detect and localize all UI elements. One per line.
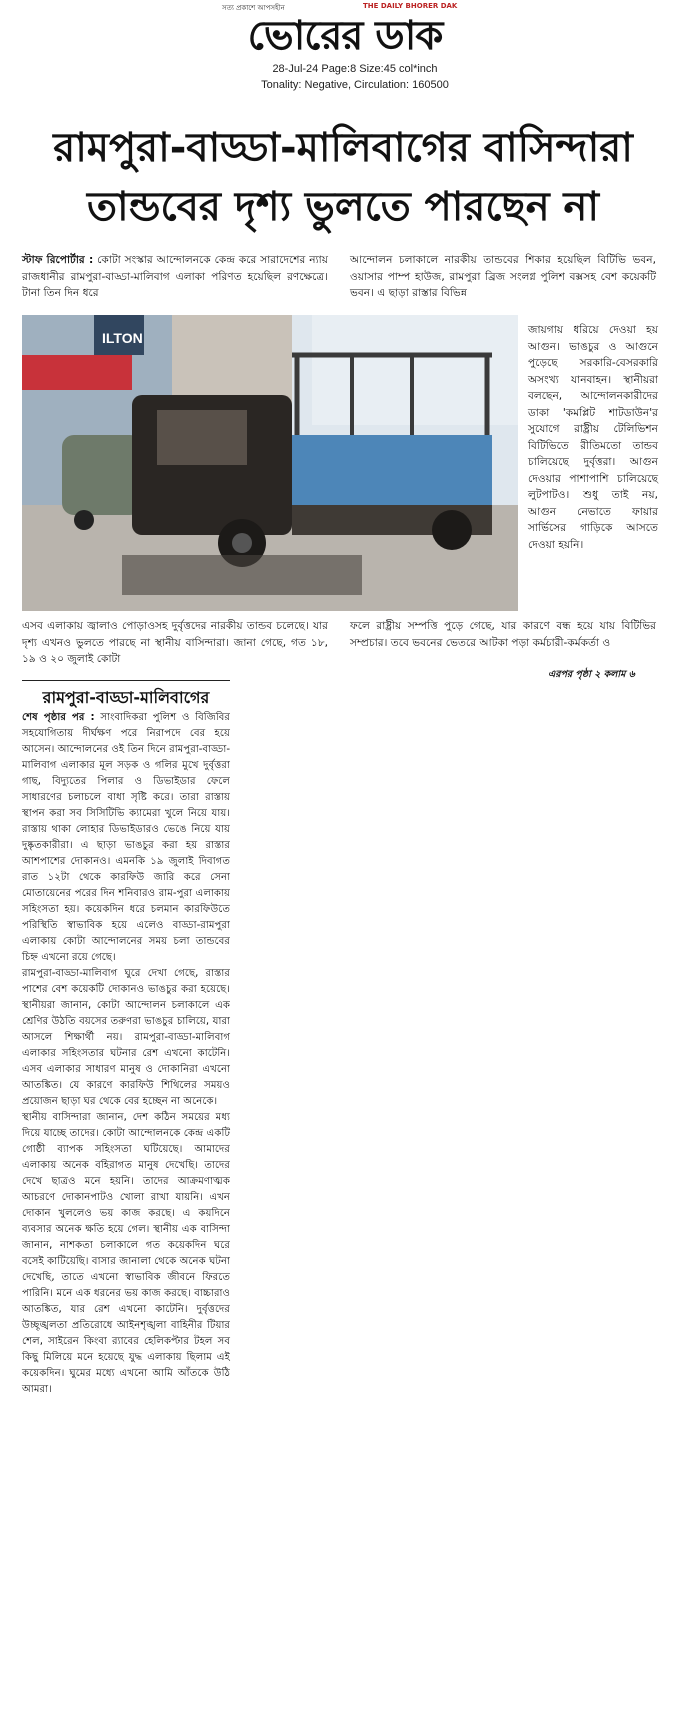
masthead-english-name: THE DAILY BHORER DAK <box>363 2 458 10</box>
continuation-title: রামপুরা-বাড্ডা-মালিবাগের <box>42 688 210 707</box>
divider <box>22 680 230 681</box>
photo-sign-text: ILTON <box>102 330 143 346</box>
continuation-paragraph-3: স্থানীয় বাসিন্দারা জানান, দেশ কঠিন সময়ের মধ্য দিয়ে যাচ্ছে তাদের। কোটা আন্দোলনকে কেন্দ্র একটি গোষ্ঠী ব্যাপক সহিংসতা ঘটিয়েছে। আমাদের এলাকায় অনেক বহিরাগত মানুষ দেখেছি। তাদের দেখে ছাত্রও মনে হয়নি। তাদের আক্রমণাত্মক আচরণে দোকানপাটও খোলা রাখা যায়নি। এখন দোকান খুললেও ভয় কাজ করছে। এ কয়দিনে ব্যবসার অনেক ক্ষতি হয়ে গেল। স্থানীয় এক বাসিন্দা জানান, নাশকতা চলাকালে গত কয়েকদিন ঘরে বসেই কাটিয়েছি। বাসার জানালা থেকে অনেক ঘটনা দেখেছি, তাতে এখনো স্বাভাবিক জীবনে ফিরতে পারিনি। মনে এক ধরনের ভয় কাজ করছে। বাচ্চারাও আতঙ্কিত, যার রেশ এখনো কাটেনি। দুর্বৃত্তদের উচ্ছৃঙ্খলতা প্রতিরোধে আইনশৃঙ্খলা বাহিনীর টিয়ার শেল, সাইরেন কিংবা র‍্যাবের হেলিকপ্টার টহল সব কিছু মিলিয়ে মনে হয়েছে যুদ্ধ এলাকায় ছিলাম এই কয়েকদিন। ঘুমের মধ্যে এখনো আমি আঁতকে উঠি আমরা। <box>22 1112 230 1395</box>
continuation-paragraph-2: রামপুরা-বাড্ডা-মালিবাগ ঘুরে দেখা গেছে, রাস্তার পাশের বেশ কয়েকটি দোকানও ভাঙচুর করা হয়েছে। স্থানীয়রা জানান, কোটা আন্দোলন চলাকালে এক শ্রেণির উঠতি বয়সের তরুণরা ভাঙচুর চালিয়ে, যারা আসলে শিক্ষার্থী নয়। রামপুরা-বাড্ডা-মালিবাগ এলাকার সহিংসতার ঘটনার রেশ এখনো কাটেনি। এসব এলাকার সাধারণ মানুষ ও দোকানিরা এখনো আতঙ্কিত। যে কারণে কারফিউ শিথিলের সময়ও প্রয়োজন ছাড়া ঘর থেকে বের হচ্ছেন না অনেকে। <box>22 968 230 1107</box>
intro-text: কোটা সংস্কার আন্দোলনকে কেন্দ্র করে সারাদেশের ন্যায় রাজধানীর রামপুরা-বাড্ডা-মালিবাগ এলাকা পরিণত হয়েছিল রণক্ষেত্রে। টানা তিন দিন ধরে <box>22 254 328 299</box>
article-bottom-right: ফলে রাষ্ট্রীয় সম্পত্তি পুড়ে গেছে, যার কারণে বন্ধ হয়ে যায় বিটিভির সম্প্রচার। তবে ভবনের ভেতরে আটকা পড়া কর্মচারী-কর্মকর্তা ও <box>350 620 656 649</box>
article-right-side: জায়গায় ধরিয়ে দেওয়া হয় আগুন। ভাঙচুর ও আগুনে পুড়েছে সরকারি-বেসরকারি অসংখ্য যানবাহন। স্থানীয়রা বলছেন, আন্দোলনকারীদের ডাকা 'কমপ্লিট শাটডাউন'র সুযোগে রাষ্ট্রীয় টেলিভিশন বিটিভিতে রীতিমতো তান্ডব চালিয়েছে দুর্বৃত্তরা। আগুন দেওয়ার পাশাপাশি চালিয়েছে লুটপাটও। শুধু তাই নয়, আগুন নেভাতে ফায়ার সার্ভিসের গাড়িকে আসতে দেওয়া হয়নি। <box>528 324 658 551</box>
continued-on: এরপর পৃষ্ঠা ২ কলাম ৬ <box>548 669 635 680</box>
article-intro <box>22 252 328 302</box>
continuation-body <box>22 710 230 1398</box>
clipping-meta-line1: 28-Jul-24 Page:8 Size:45 col*inch <box>272 63 438 75</box>
news-photo <box>22 315 518 611</box>
article-right-top: আন্দোলন চলাকালে নারকীয় তান্ডবের শিকার হয়েছিল বিটিভি ভবন, ওয়াসার পাম্প হাউজ, রামপুরা ব্রিজ সংলগ্ন পুলিশ বক্সসহ বেশ কয়েকটি ভবন। এ ছাড়া রাস্তার বিভিন্ন <box>350 254 656 299</box>
headline-line2: তান্ডবের দৃশ্য ভুলতে পারছেন না <box>87 184 599 230</box>
masthead-tagline: সত্য প্রকাশে আপসহীন <box>222 4 285 12</box>
paragraph-text: সাংবাদিকরা পুলিশ ও বিজিবির সহযোগিতায় দীর্ঘক্ষণ পরে নিরাপদে বের হয়ে আসেন। আন্দোলনের ওই তিন দিনে রামপুরা-বাড্ডা-মালিবাগ এলাকার মূল সড়ক ও গলির মুখে দুর্বৃত্তরা গাছ, বিদ্যুতের পিলার ও ডিভাইডার ফেলে সাধারণের চলাচলে বাধা সৃষ্টি করে। তারা রাস্তায় স্থাপন করা সব সিসিটিভি ক্যামেরা খুলে নিয়ে যায়। রাস্তায় থাকা লোহার ডিভাইডারও ভেঙে নিয়ে যায় দুষ্কৃতকারীরা। এ ছাড়া ভাঙচুর করা হয় রাস্তার আশপাশের দোকানও। এমনকি ১৯ জুলাই দিবাগত রাত ১২টা থেকে কারফিউ জারি করে সেনা মোতায়েনের পরের দিন শনিবারও রাম-পুরা এলাকায় সহিংসতা হয়। কয়েকদিন ধরে চলমান কারফিউতে পরিস্থিতি স্বাভাবিক হয়ে এলেও বাড্ডা-রামপুরা এলাকায় কোটা আন্দোলনের সময় চলা তান্ডবের চিহ্ন এখনো রয়ে গেছে। <box>22 712 231 963</box>
clipping-meta-line2: Tonality: Negative, Circulation: 160500 <box>261 79 449 91</box>
article-bottom-left: এসব এলাকায় জ্বালাও পোড়াওসহ দুর্বৃত্তদের নারকীয় তান্ডব চলেছে। যার দৃশ্য এখনও ভুলতে পারছে না স্থানীয় বাসিন্দারা। জানা গেছে, গত ১৮, ১৯ ও ২০ জুলাই কোটা <box>22 620 328 665</box>
burnt-truck-photo <box>22 315 518 611</box>
byline: স্টাফ রিপোর্টার : <box>22 254 94 266</box>
continuation-paragraph-1 <box>22 710 230 966</box>
newspaper-title: ভোরের ডাক <box>247 13 443 59</box>
headline-line1: রামপুরা-বাড্ডা-মালিবাগের বাসিন্দারা <box>53 125 633 171</box>
continuation-lead: শেষ পৃষ্ঠার পর : <box>22 712 95 723</box>
